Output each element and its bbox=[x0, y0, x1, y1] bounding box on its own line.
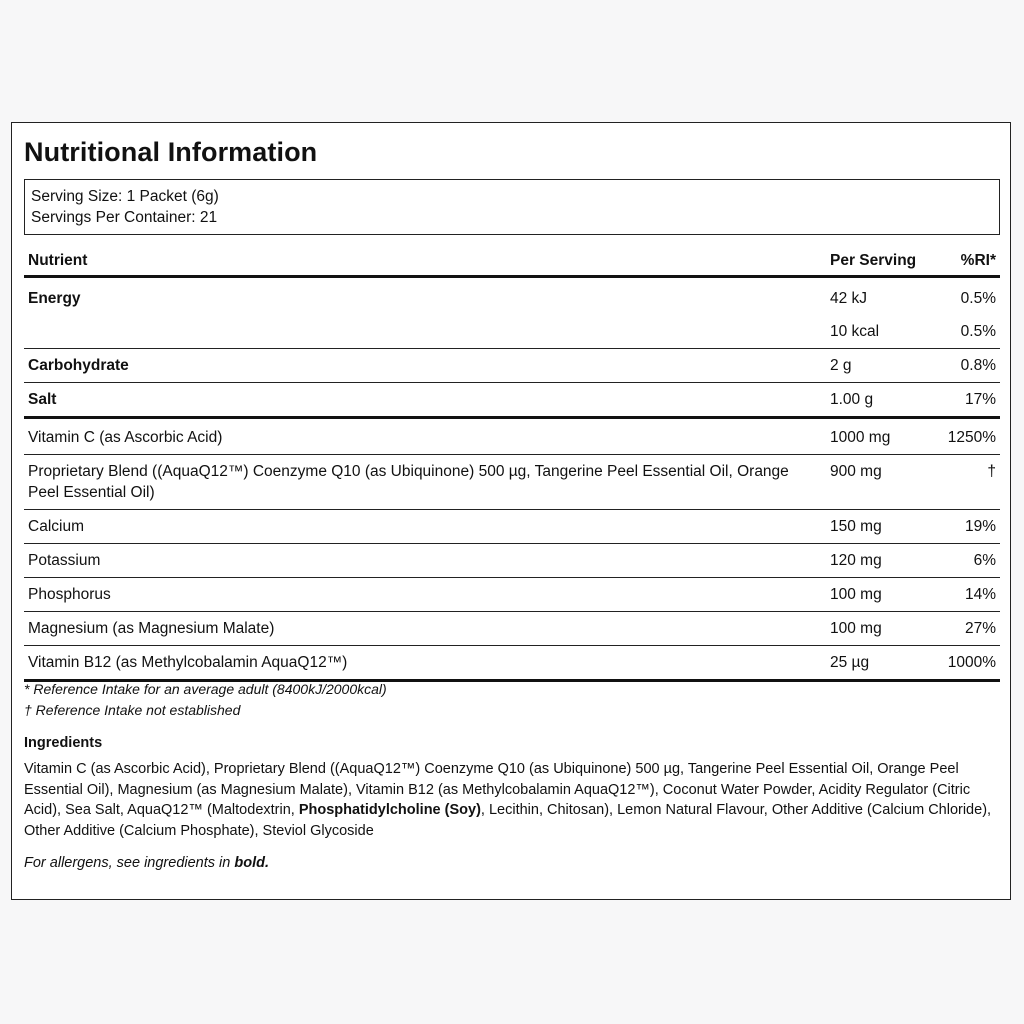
nutrient-amount: 1.00 g bbox=[830, 391, 874, 408]
nutrient-ri: 14% bbox=[964, 586, 996, 603]
table-row bbox=[24, 578, 1000, 612]
ingredients-text-after: , Lecithin, Chitosan), Lemon Natural Flavour, Other Additive (Calcium Chloride), Other Additive (Calcium Phosphate), Steviol Glycoside bbox=[24, 802, 992, 839]
table-row bbox=[24, 418, 1000, 455]
header-per-serving: Per Serving bbox=[830, 252, 917, 269]
nutrient-amount: 900 mg bbox=[830, 463, 882, 480]
ingredients-text bbox=[24, 759, 1000, 841]
table-row bbox=[24, 646, 1000, 681]
servings-per-container: Servings Per Container: 21 bbox=[31, 209, 218, 226]
table-row bbox=[24, 544, 1000, 578]
nutrient-name: Magnesium (as Magnesium Malate) bbox=[28, 620, 275, 637]
nutrient-name: Carbohydrate bbox=[28, 357, 129, 374]
nutrient-amount: 42 kJ bbox=[830, 290, 868, 307]
nutrient-ri: 1250% bbox=[947, 429, 996, 446]
table-row bbox=[24, 455, 1000, 510]
nutrient-ri: 19% bbox=[964, 518, 996, 535]
ingredients-title: Ingredients bbox=[24, 735, 103, 751]
nutrient-amount: 100 mg bbox=[830, 586, 882, 603]
nutrient-amount: 150 mg bbox=[830, 518, 882, 535]
nutrient-ri: 27% bbox=[964, 620, 996, 637]
serving-size: Serving Size: 1 Packet (6g) bbox=[31, 188, 219, 205]
nutrient-amount: 120 mg bbox=[830, 552, 882, 569]
footnotes bbox=[24, 679, 387, 721]
nutrition-table bbox=[24, 247, 1000, 682]
ingredients-allergen: Phosphatidylcholine (Soy) bbox=[298, 802, 481, 818]
table-row bbox=[24, 277, 1000, 316]
nutrient-name: Energy bbox=[28, 290, 81, 307]
nutrient-ri: 1000% bbox=[947, 654, 996, 671]
nutrient-ri: † bbox=[987, 463, 996, 480]
page-title: Nutritional Information bbox=[24, 137, 318, 167]
nutrition-panel bbox=[11, 122, 1011, 900]
nutrient-amount: 1000 mg bbox=[830, 429, 891, 446]
nutrient-name: Salt bbox=[28, 391, 57, 408]
table-row bbox=[24, 612, 1000, 646]
nutrient-ri: 6% bbox=[973, 552, 996, 569]
nutrient-name bbox=[24, 315, 826, 349]
nutrient-ri: 17% bbox=[964, 391, 996, 408]
footnote-ri: * Reference Intake for an average adult (8400kJ/2000kcal) bbox=[24, 681, 387, 697]
nutrient-name: Proprietary Blend ((AquaQ12™) Coenzyme Q10 (as Ubiquinone) 500 µg, Tangerine Peel Essential Oil, Orange Peel Essential Oil) bbox=[28, 463, 789, 501]
footnote-dagger: † Reference Intake not established bbox=[24, 702, 241, 718]
table-row bbox=[24, 510, 1000, 544]
allergen-note bbox=[24, 855, 269, 871]
ingredients-text-before: Vitamin C (as Ascorbic Acid), Proprietary Blend ((AquaQ12™) Coenzyme Q10 (as Ubiquinone) 500 µg, Tangerine Peel Essential Oil, Orange Peel Essential Oil), Magnesium (as Magnesium Malate), Vitamin B12 (as Methylcobalamin AquaQ12™), Coconut Water Powder, Acidity Regulator (Citric Acid), Sea Salt, AquaQ12™ (Maltodextrin, bbox=[24, 761, 971, 818]
header-ri: %RI* bbox=[960, 252, 996, 269]
nutrient-ri: 0.8% bbox=[960, 357, 996, 374]
nutrient-name: Phosphorus bbox=[28, 586, 111, 603]
table-row bbox=[24, 383, 1000, 418]
table-row bbox=[24, 315, 1000, 349]
table-row bbox=[24, 349, 1000, 383]
nutrient-name: Calcium bbox=[28, 518, 84, 535]
nutrient-name: Vitamin B12 (as Methylcobalamin AquaQ12™) bbox=[28, 654, 348, 671]
allergen-note-bold: bold. bbox=[234, 855, 270, 871]
header-nutrient: Nutrient bbox=[28, 252, 88, 269]
nutrient-name: Vitamin C (as Ascorbic Acid) bbox=[28, 429, 223, 446]
nutrient-amount: 25 µg bbox=[830, 654, 870, 671]
allergen-note-prefix: For allergens, see ingredients in bbox=[24, 855, 235, 871]
nutrient-amount: 10 kcal bbox=[830, 323, 880, 340]
nutrient-amount: 100 mg bbox=[830, 620, 882, 637]
nutrient-ri: 0.5% bbox=[960, 290, 996, 307]
nutrient-amount: 2 g bbox=[830, 357, 852, 374]
table-header-row bbox=[24, 247, 1000, 277]
nutrient-ri: 0.5% bbox=[960, 323, 996, 340]
serving-info-box bbox=[24, 179, 1000, 235]
nutrient-name: Potassium bbox=[28, 552, 101, 569]
